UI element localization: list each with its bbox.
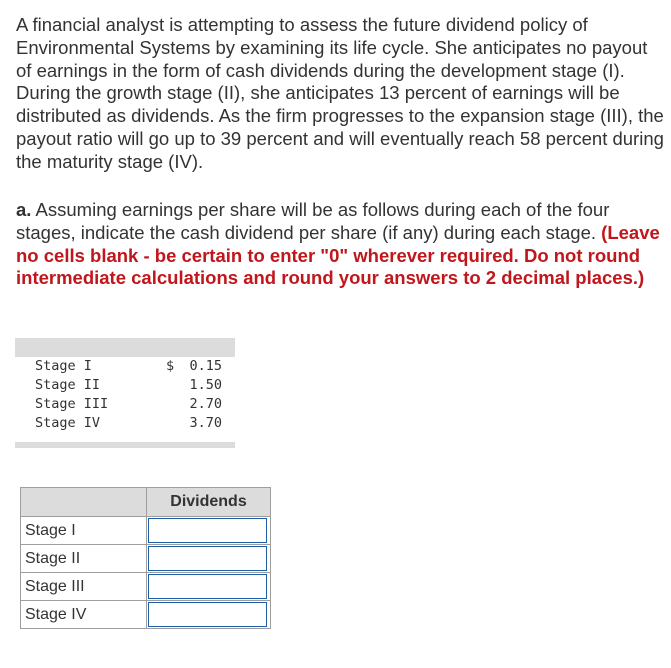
table-row	[21, 601, 271, 629]
eps-stage-label: Stage I	[35, 358, 92, 374]
eps-row	[15, 414, 235, 433]
question-instruction: (Leave no cells blank - be certain to enter "0" wherever required. Do not round intermediate calculations and round your answers to 2 decimal places.)	[16, 221, 660, 289]
answer-table-header-row	[21, 488, 271, 517]
answer-cell	[147, 601, 271, 629]
answer-cell	[147, 545, 271, 573]
eps-value: 1.50	[189, 377, 222, 393]
question-a	[16, 199, 666, 290]
dividend-input-stage-3[interactable]	[148, 574, 267, 599]
dividends-header: Dividends	[147, 488, 271, 517]
answer-stage-label: Stage IV	[21, 601, 147, 629]
answer-table	[20, 487, 271, 629]
dividend-input-stage-4[interactable]	[148, 602, 267, 627]
table-row	[21, 545, 271, 573]
eps-value: 3.70	[189, 415, 222, 431]
table-row	[21, 517, 271, 545]
question-text: Assuming earnings per share will be as follows during each of the four stages, indicate the cash dividend per share (if any) during each stage.	[16, 199, 610, 243]
eps-row	[15, 376, 235, 395]
eps-stage-label: Stage IV	[35, 415, 101, 431]
eps-stage-label: Stage III	[35, 396, 109, 412]
eps-table	[15, 338, 235, 449]
answer-cell	[147, 517, 271, 545]
answer-cell	[147, 573, 271, 601]
dividend-input-stage-1[interactable]	[148, 518, 267, 543]
eps-table-header-bar	[15, 338, 235, 357]
table-row	[21, 573, 271, 601]
question-label: a.	[16, 199, 32, 220]
eps-currency: $	[166, 358, 175, 374]
eps-value: 0.15	[189, 358, 222, 374]
answer-stage-label: Stage II	[21, 545, 147, 573]
problem-intro: A financial analyst is attempting to assess the future dividend policy of Environmental Systems by examining its life cycle. She anticipates no payout of earnings in the form of cash dividends during the development stage (I). During the growth stage (II), she anticipates 13 percent of earnings will be distributed as dividends. As the firm progresses to the expansion stage (III), the payout ratio will go up to 39 percent and will eventually reach 58 percent during the maturity stage (IV).	[16, 14, 664, 172]
eps-row	[15, 357, 235, 376]
answer-stage-label: Stage III	[21, 573, 147, 601]
eps-stage-label: Stage II	[35, 377, 101, 393]
answer-table-corner	[21, 488, 147, 517]
eps-value: 2.70	[189, 396, 222, 412]
eps-table-footer-bar	[15, 442, 235, 448]
eps-row	[15, 395, 235, 414]
dividend-input-stage-2[interactable]	[148, 546, 267, 571]
answer-stage-label: Stage I	[21, 517, 147, 545]
